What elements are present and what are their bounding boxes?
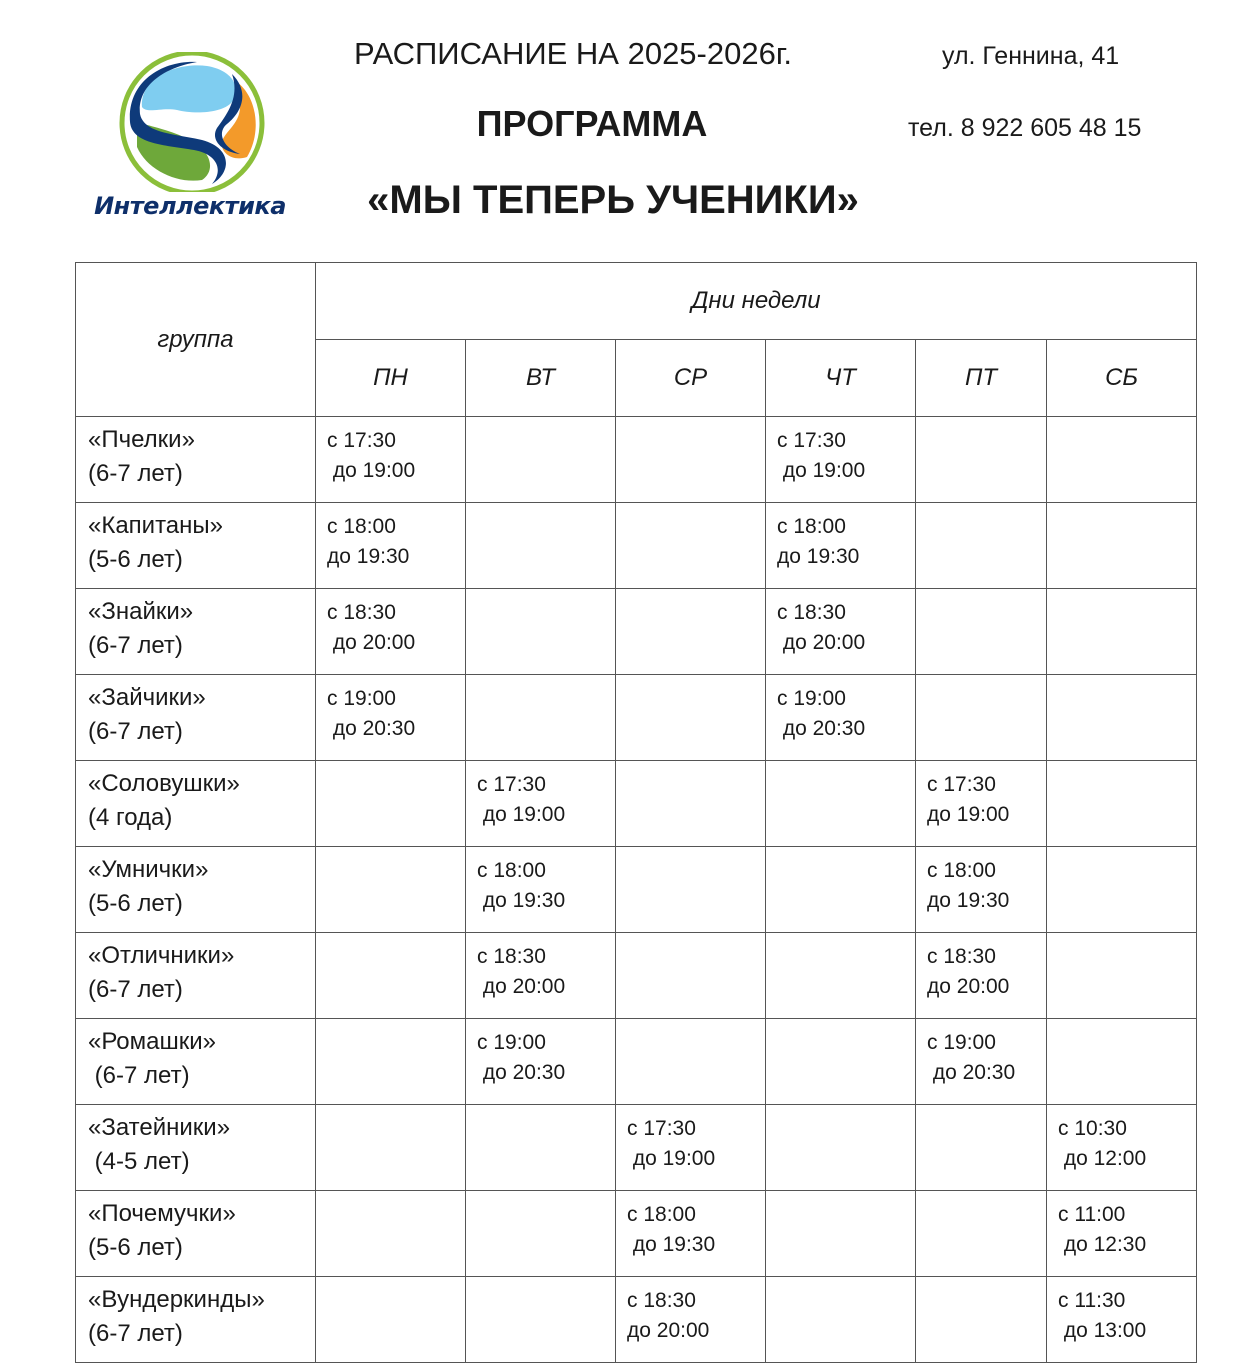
time-cell bbox=[316, 847, 466, 933]
time-cell bbox=[466, 417, 616, 503]
time-cell bbox=[766, 1277, 916, 1363]
time-start: с 17:30 bbox=[627, 1117, 696, 1140]
group-name: «Капитаны» bbox=[88, 512, 223, 539]
group-name: «Отличники» bbox=[88, 942, 235, 969]
table-row bbox=[76, 1277, 1197, 1363]
time-end: до 20:00 bbox=[477, 975, 566, 998]
day-header: СБ bbox=[1047, 340, 1197, 417]
table-row bbox=[76, 933, 1197, 1019]
time-cell bbox=[616, 933, 766, 1019]
time-cell bbox=[466, 589, 616, 675]
group-cell bbox=[76, 1191, 316, 1277]
group-cell bbox=[76, 417, 316, 503]
day-header: ВТ bbox=[466, 340, 616, 417]
time-start: с 18:00 bbox=[927, 859, 996, 882]
time-start: с 11:00 bbox=[1058, 1203, 1126, 1226]
days-header: Дни недели bbox=[316, 263, 1197, 340]
group-age: (6-7 лет) bbox=[88, 632, 183, 659]
table-row bbox=[76, 1019, 1197, 1105]
schedule-table bbox=[75, 262, 1197, 1363]
time-cell bbox=[616, 503, 766, 589]
group-name: «Знайки» bbox=[88, 598, 194, 625]
time-cell bbox=[916, 417, 1047, 503]
time-cell bbox=[916, 1105, 1047, 1191]
time-cell bbox=[1047, 1105, 1197, 1191]
group-age: (6-7 лет) bbox=[88, 976, 183, 1003]
time-cell bbox=[766, 503, 916, 589]
group-cell bbox=[76, 503, 316, 589]
time-cell bbox=[766, 761, 916, 847]
time-cell bbox=[316, 933, 466, 1019]
time-cell bbox=[766, 847, 916, 933]
table-row bbox=[76, 589, 1197, 675]
day-header: ПН bbox=[316, 340, 466, 417]
program-name: «МЫ ТЕПЕРЬ УЧЕНИКИ» bbox=[367, 178, 859, 222]
time-end: до 20:30 bbox=[477, 1061, 566, 1084]
schedule-title: РАСПИСАНИЕ НА 2025-2026г. bbox=[354, 36, 792, 71]
table-row bbox=[76, 1105, 1197, 1191]
time-start: с 18:00 bbox=[777, 515, 846, 538]
group-age: (6-7 лет) bbox=[88, 1320, 183, 1347]
group-name: «Зайчики» bbox=[88, 684, 206, 711]
group-cell bbox=[76, 1105, 316, 1191]
time-cell bbox=[466, 1277, 616, 1363]
time-cell bbox=[316, 417, 466, 503]
time-cell bbox=[766, 417, 916, 503]
table-row bbox=[76, 761, 1197, 847]
time-start: с 19:00 bbox=[327, 687, 396, 710]
table-row bbox=[76, 675, 1197, 761]
table-row bbox=[76, 417, 1197, 503]
group-age: (6-7 лет) bbox=[88, 718, 183, 745]
group-name: «Почемучки» bbox=[88, 1200, 236, 1227]
time-cell bbox=[316, 503, 466, 589]
time-end: до 20:00 bbox=[327, 631, 416, 654]
time-end: до 12:00 bbox=[1058, 1147, 1147, 1170]
time-cell bbox=[466, 1105, 616, 1191]
time-start: с 18:00 bbox=[627, 1203, 696, 1226]
time-end: до 19:00 bbox=[777, 459, 866, 482]
time-cell bbox=[916, 847, 1047, 933]
phone: тел. 8 922 605 48 15 bbox=[908, 114, 1142, 142]
time-cell bbox=[616, 761, 766, 847]
time-cell bbox=[466, 933, 616, 1019]
time-start: с 10:30 bbox=[1058, 1117, 1127, 1140]
group-age: (4 года) bbox=[88, 804, 173, 831]
time-cell bbox=[916, 589, 1047, 675]
time-end: до 20:30 bbox=[777, 717, 866, 740]
time-cell bbox=[916, 1277, 1047, 1363]
time-cell bbox=[616, 1019, 766, 1105]
time-start: с 17:30 bbox=[777, 429, 846, 452]
time-cell bbox=[316, 1277, 466, 1363]
time-cell bbox=[1047, 1277, 1197, 1363]
time-cell bbox=[766, 675, 916, 761]
day-header: ЧТ bbox=[766, 340, 916, 417]
time-cell bbox=[1047, 1019, 1197, 1105]
time-cell bbox=[466, 761, 616, 847]
group-age: (5-6 лет) bbox=[88, 546, 183, 573]
time-cell bbox=[766, 1191, 916, 1277]
time-end: до 12:30 bbox=[1058, 1233, 1147, 1256]
time-cell bbox=[1047, 1191, 1197, 1277]
time-cell bbox=[466, 1191, 616, 1277]
group-name: «Затейники» bbox=[88, 1114, 231, 1141]
day-header: СР bbox=[616, 340, 766, 417]
time-cell bbox=[916, 1019, 1047, 1105]
group-name: «Вундеркинды» bbox=[88, 1286, 265, 1313]
time-start: с 18:30 bbox=[477, 945, 546, 968]
time-cell bbox=[466, 675, 616, 761]
time-cell bbox=[616, 589, 766, 675]
group-cell bbox=[76, 589, 316, 675]
time-cell bbox=[1047, 503, 1197, 589]
time-cell bbox=[1047, 933, 1197, 1019]
table-row bbox=[76, 503, 1197, 589]
time-start: с 18:30 bbox=[927, 945, 996, 968]
group-name: «Умнички» bbox=[88, 856, 209, 883]
time-end: до 19:00 bbox=[327, 459, 416, 482]
group-name: «Ромашки» bbox=[88, 1028, 217, 1055]
time-cell bbox=[1047, 675, 1197, 761]
time-cell bbox=[616, 1191, 766, 1277]
time-cell bbox=[616, 675, 766, 761]
time-cell bbox=[616, 1105, 766, 1191]
time-end: до 20:00 bbox=[627, 1319, 710, 1342]
time-cell bbox=[766, 933, 916, 1019]
table-row bbox=[76, 847, 1197, 933]
logo bbox=[82, 52, 298, 227]
time-start: с 19:00 bbox=[477, 1031, 546, 1054]
group-cell bbox=[76, 847, 316, 933]
group-cell bbox=[76, 1277, 316, 1363]
time-start: с 18:30 bbox=[327, 601, 396, 624]
time-end: до 19:30 bbox=[777, 545, 860, 568]
program-label: ПРОГРАММА bbox=[476, 103, 708, 144]
time-cell bbox=[1047, 589, 1197, 675]
time-start: с 18:00 bbox=[477, 859, 546, 882]
time-start: с 18:30 bbox=[777, 601, 846, 624]
time-start: с 17:30 bbox=[327, 429, 396, 452]
table-row bbox=[76, 1191, 1197, 1277]
time-end: до 20:00 bbox=[927, 975, 1010, 998]
time-cell bbox=[916, 503, 1047, 589]
group-cell bbox=[76, 933, 316, 1019]
time-cell bbox=[916, 1191, 1047, 1277]
time-end: до 19:30 bbox=[927, 889, 1010, 912]
logo-text: Интеллектика bbox=[94, 192, 286, 220]
group-age: (5-6 лет) bbox=[88, 1234, 183, 1261]
time-cell bbox=[466, 503, 616, 589]
time-cell bbox=[766, 1019, 916, 1105]
group-age: (6-7 лет) bbox=[88, 460, 183, 487]
time-start: с 18:00 bbox=[327, 515, 396, 538]
group-age: (5-6 лет) bbox=[88, 890, 183, 917]
time-cell bbox=[1047, 417, 1197, 503]
group-cell bbox=[76, 761, 316, 847]
time-start: с 11:30 bbox=[1058, 1289, 1126, 1312]
time-cell bbox=[316, 1105, 466, 1191]
time-end: до 20:00 bbox=[777, 631, 866, 654]
time-cell bbox=[1047, 847, 1197, 933]
time-end: до 20:30 bbox=[927, 1061, 1016, 1084]
time-cell bbox=[766, 589, 916, 675]
group-age: (6-7 лет) bbox=[88, 1062, 190, 1089]
time-cell bbox=[316, 1191, 466, 1277]
time-cell bbox=[616, 417, 766, 503]
time-cell bbox=[916, 761, 1047, 847]
time-start: с 17:30 bbox=[927, 773, 996, 796]
day-header: ПТ bbox=[916, 340, 1047, 417]
time-cell bbox=[466, 1019, 616, 1105]
time-end: до 19:00 bbox=[477, 803, 566, 826]
time-cell bbox=[1047, 761, 1197, 847]
time-end: до 19:00 bbox=[627, 1147, 716, 1170]
time-end: до 19:30 bbox=[477, 889, 566, 912]
group-cell bbox=[76, 1019, 316, 1105]
time-cell bbox=[616, 1277, 766, 1363]
time-cell bbox=[316, 589, 466, 675]
time-end: до 19:00 bbox=[927, 803, 1010, 826]
time-end: до 20:30 bbox=[327, 717, 416, 740]
group-age: (4-5 лет) bbox=[88, 1148, 190, 1175]
group-cell bbox=[76, 675, 316, 761]
time-start: с 19:00 bbox=[927, 1031, 996, 1054]
time-end: до 13:00 bbox=[1058, 1319, 1147, 1342]
time-start: с 19:00 bbox=[777, 687, 846, 710]
time-start: с 18:30 bbox=[627, 1289, 696, 1312]
time-start: с 17:30 bbox=[477, 773, 546, 796]
group-name: «Соловушки» bbox=[88, 770, 240, 797]
time-cell bbox=[316, 1019, 466, 1105]
time-cell bbox=[916, 675, 1047, 761]
time-cell bbox=[316, 675, 466, 761]
time-end: до 19:30 bbox=[627, 1233, 716, 1256]
time-cell bbox=[616, 847, 766, 933]
time-cell bbox=[316, 761, 466, 847]
logo-emblem-icon bbox=[82, 52, 298, 192]
address: ул. Геннина, 41 bbox=[942, 42, 1120, 70]
group-header: группа bbox=[76, 263, 316, 417]
time-cell bbox=[916, 933, 1047, 1019]
group-name: «Пчелки» bbox=[88, 426, 195, 453]
time-end: до 19:30 bbox=[327, 545, 410, 568]
time-cell bbox=[766, 1105, 916, 1191]
time-cell bbox=[466, 847, 616, 933]
